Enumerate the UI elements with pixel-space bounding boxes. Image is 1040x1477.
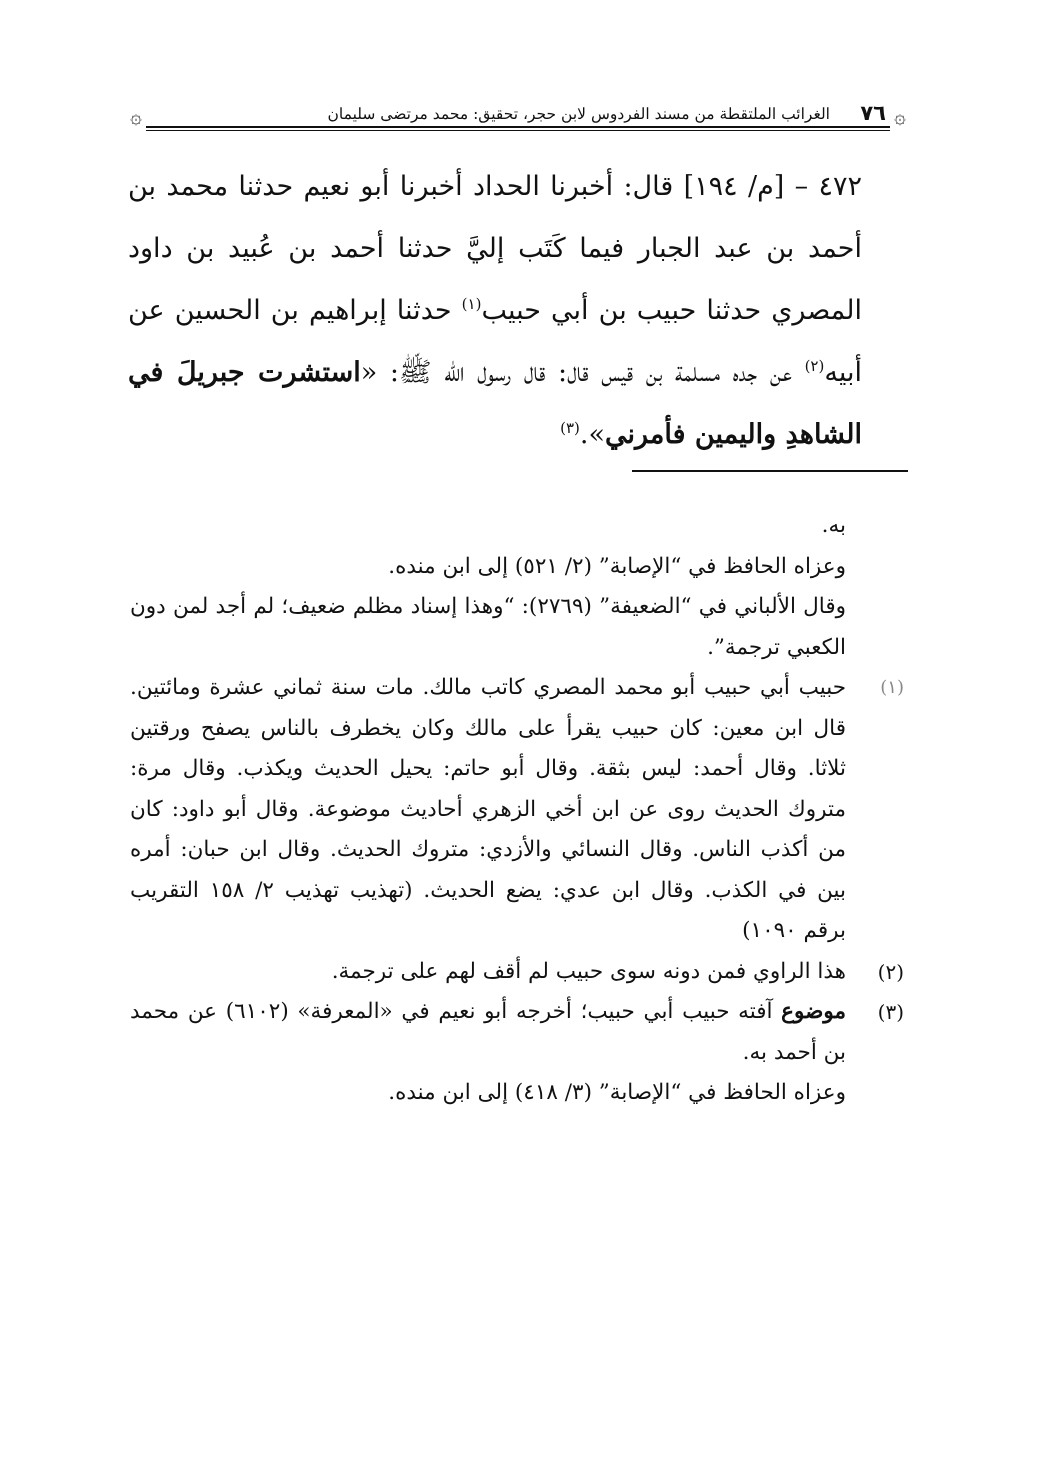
- footnote-ref-1[interactable]: (١): [461, 295, 482, 313]
- footnote-text: آفته حبيب أبي حبيب؛ أخرجه أبو نعيم في «المعرفة» (٦١٠٢) عن محمد بن أحمد به.: [130, 999, 846, 1065]
- footnote-2: [130, 952, 908, 993]
- isnad-line-3: المصري حدثنا حبيب بن أبي حبيب: [481, 295, 863, 326]
- matn-intro: عن جده مسلمة بن قيس قال: قال رسول الله ﷺ: «: [360, 357, 792, 388]
- header-rule-thin: [146, 130, 890, 131]
- footnote-ref-2[interactable]: (٢): [804, 357, 825, 375]
- footnote-text: هذا الراوي فمن دونه سوى حبيب لم أقف لهم على ترجمة.: [331, 958, 846, 984]
- footnote-1: [130, 668, 908, 952]
- footnote-3: [130, 992, 908, 1073]
- page-number: ٧٦: [860, 101, 886, 125]
- isnad-line-3b: حدثنا إبراهيم بن الحسين عن أبيه: [128, 295, 862, 388]
- footnote-number: (١): [880, 677, 904, 698]
- footnote-number: (٢): [877, 959, 904, 984]
- isnad-line-1: ٤٧٢ – [م/ ١٩٤] قال: أخبرنا الحداد أخبرنا أبو نعيم حدثنا: [238, 171, 862, 202]
- hadith-text: [128, 156, 908, 466]
- hadith-matn: استشرت جبريلَ في الشاهدِ واليمين فأمرني: [128, 357, 862, 450]
- footnote-number: (٣): [877, 1000, 904, 1024]
- running-title: الغرائب الملتقطة من مسند الفردوس لابن حجر، تحقيق: محمد مرتضى سليمان: [327, 105, 830, 123]
- header-ornament-right-icon: ۞: [894, 104, 906, 128]
- footnote-continuation: وعزاه الحافظ في “الإصابة” (٢/ ٥٢١) إلى ابن منده.: [388, 553, 846, 579]
- footnote-continuation: وقال الألباني في “الضعيفة” (٢٧٦٩): “وهذا إسناد مظلم ضعيف؛ لم أجد لمن دون الكعبي ترجمة”.: [130, 594, 846, 660]
- matn-close: ».: [579, 419, 605, 450]
- footnotes: [130, 506, 908, 1114]
- footnote-continuation: وعزاه الحافظ في “الإصابة” (٣/ ٤١٨) إلى ابن منده.: [388, 1080, 846, 1105]
- isnad-line-2: محمد بن أحمد بن عبد الجبار فيما كَتَب إليَّ حدثنا أحمد بن عُبيد بن داود: [128, 171, 862, 264]
- footnote-ref-3[interactable]: (٣): [560, 419, 580, 437]
- header-rule: [146, 126, 890, 128]
- footnote-separator: [632, 470, 908, 472]
- page-header: [128, 96, 908, 136]
- footnote-continuation: به.: [821, 513, 846, 538]
- isnad-text: [128, 156, 908, 466]
- grading-label: موضوع: [781, 999, 846, 1024]
- header-ornament-left-icon: ۞: [130, 104, 142, 128]
- footnote-text: حبيب أبي حبيب أبو محمد المصري كاتب مالك. مات سنة ثماني عشرة ومائتين. قال ابن معين: كان حبيب يقرأ على مالك وكان يخطرف بالناس يصفح ورقتين ثلاثا. وقال أحمد: ليس بثقة. وقال أبو حاتم: يحيل الحديث ويكذب. وقال مرة: متروك الحديث روى عن ابن أخي الزهري أحاديث موضوعة. وقال أبو داود: كان من أكذب الناس. وقال النسائي والأزدي: متروك الحديث. وقال ابن حبان: أمره بين في الكذب. وقال ابن عدي: يضع الحديث. (تهذيب تهذيب ٢/ ١٥٨ التقريب برقم ١٠٩٠): [130, 675, 847, 943]
